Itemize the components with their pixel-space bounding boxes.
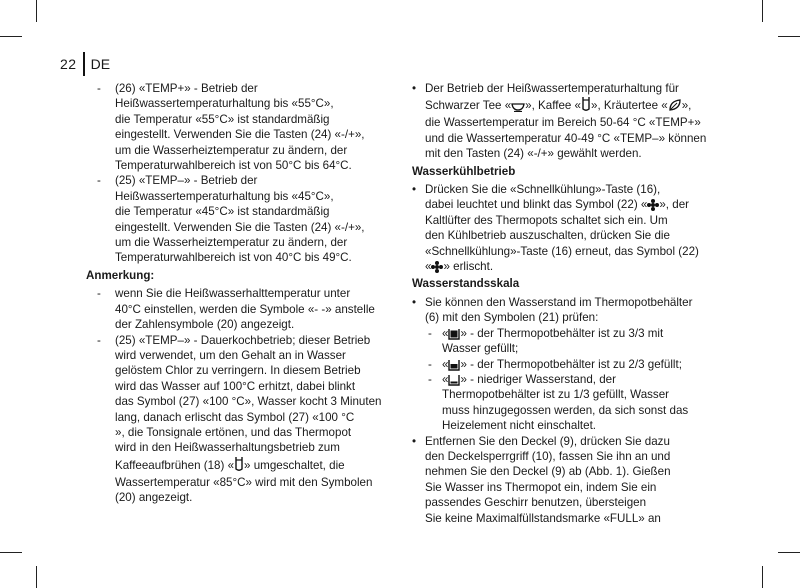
list-item: - (25) «TEMP–» - Betrieb der Heißwassertemperaturhaltung bis «45°C», die Temperatur «45°C» ist standardmäßig eingestellt. Verwenden Sie die Tasten (24) «-/+», um die Wasserheiztemperatur zu ändern, der Temperaturwahlbereich ist von 40°C bis 49°C. [97, 174, 365, 265]
tea-cup-icon [511, 102, 525, 112]
herbal-leaf-icon [668, 98, 682, 112]
list-item: - wenn Sie die Heißwasserhalttemperatur unter 40°C einstellen, werden die Symbole «- -» anstelle der Zahlensymbole (20) angezeigt. [97, 287, 375, 332]
list-item: • Drücken Sie die «Schnellkühlung»-Taste (16), dabei leuchtet und blinkt das Symbol (22) « », der Kaltlüfter des Thermopots schaltet sich ein. Um den Kühlbetrieb auszuschalten, drücken Sie die «Schnellkühlung»-Taste (16) erneut, das Symbol (22) « » erlischt. [412, 183, 699, 274]
list-item: • Der Betrieb der Heißwassertemperaturhaltung für Schwarzer Tee « », Kaffee « », Kräutertee « », die Wassertemperatur im Bereich 50-64 °C «TEMP+» und die Wassertemperatur 40-49 °C «TEMP–» können mit den Tasten (24) «-/+» gewählt werden. [412, 82, 707, 161]
list-item: - « » - der Thermopotbehälter ist zu 3/3 mit Wasser gefüllt; [428, 326, 664, 356]
page-number: 22 [60, 56, 77, 72]
list-item: - (25) «TEMP–» - Dauerkochbetrieb; dieser Betrieb wird verwendet, um den Gehalt an in Wasser gelöstem Chlor zu verringern. In diesem Betrieb wird das Wasser auf 100°C erhitzt, dabei blinkt das Symbol (27) «100 °C», Wasser kocht 3 Minuten lang, danach erlischt das Symbol (27) «100 °C », die Tonsignale ertönen, und das Thermopot wird in den Heißwasserhaltungsbetrieb zum Kaffeeaufbrühen (18) « » umgeschaltet, die Wassertemperatur «85°C» wird mit den Symbolen (20) angezeigt. [97, 333, 382, 505]
left-column [86, 81, 404, 506]
water-level-full-icon [448, 328, 460, 340]
list-item: • Entfernen Sie den Deckel (9), drücken Sie dazu den Deckelsperrgriff (10), fassen Sie ihn an und nehmen Sie den Deckel (9) ab (Abb. 1). Gießen Sie Wasser ins Thermopot ein, indem Sie ein passendes Geschirr benutzen, übersteigen Sie keine Maximalfüllstandsmarke «FULL» an [412, 434, 671, 525]
crop-mark [36, 566, 37, 588]
list-item: - « » - der Thermopotbehälter ist zu 2/3 gefüllt; [428, 357, 682, 371]
snowflake-icon [647, 199, 659, 211]
crop-mark [0, 552, 22, 553]
crop-mark [762, 0, 763, 22]
coffee-icon [234, 456, 244, 472]
list-item: • Sie können den Wasserstand im Thermopotbehälter (6) mit den Symbolen (21) prüfen: [412, 295, 693, 325]
crop-mark [0, 36, 22, 37]
water-level-two-thirds-icon [448, 359, 460, 371]
crop-mark [778, 552, 800, 553]
language-code: DE [90, 56, 111, 72]
note-heading: Anmerkung: [86, 268, 155, 282]
snowflake-icon [431, 261, 443, 273]
right-column [412, 81, 720, 526]
section-heading: Wasserkühlbetrieb [412, 164, 516, 178]
list-item: - (26) «TEMP+» - Betrieb der Heißwassertemperaturhaltung bis «55°C», die Temperatur «55°C» ist standardmäßig eingestellt. Verwenden Sie die Tasten (24) «-/+», um die Wasserheiztemperatur zu ändern, der Temperaturwahlbereich ist von 50°C bis 64°C. [97, 82, 365, 173]
crop-mark [762, 566, 763, 588]
list-item: - « » - niedriger Wasserstand, der Thermopotbehälter ist zu 1/3 gefüllt, Wasser muss hinzugegossen werden, da sich sonst das Heizelement nicht einschaltet. [428, 372, 689, 433]
water-level-low-icon [448, 374, 460, 386]
header-divider [83, 52, 85, 76]
section-heading: Wasserstandsskala [412, 277, 520, 291]
crop-mark [36, 0, 37, 22]
page-header [60, 52, 110, 76]
coffee-icon [581, 96, 591, 112]
crop-mark [778, 36, 800, 37]
